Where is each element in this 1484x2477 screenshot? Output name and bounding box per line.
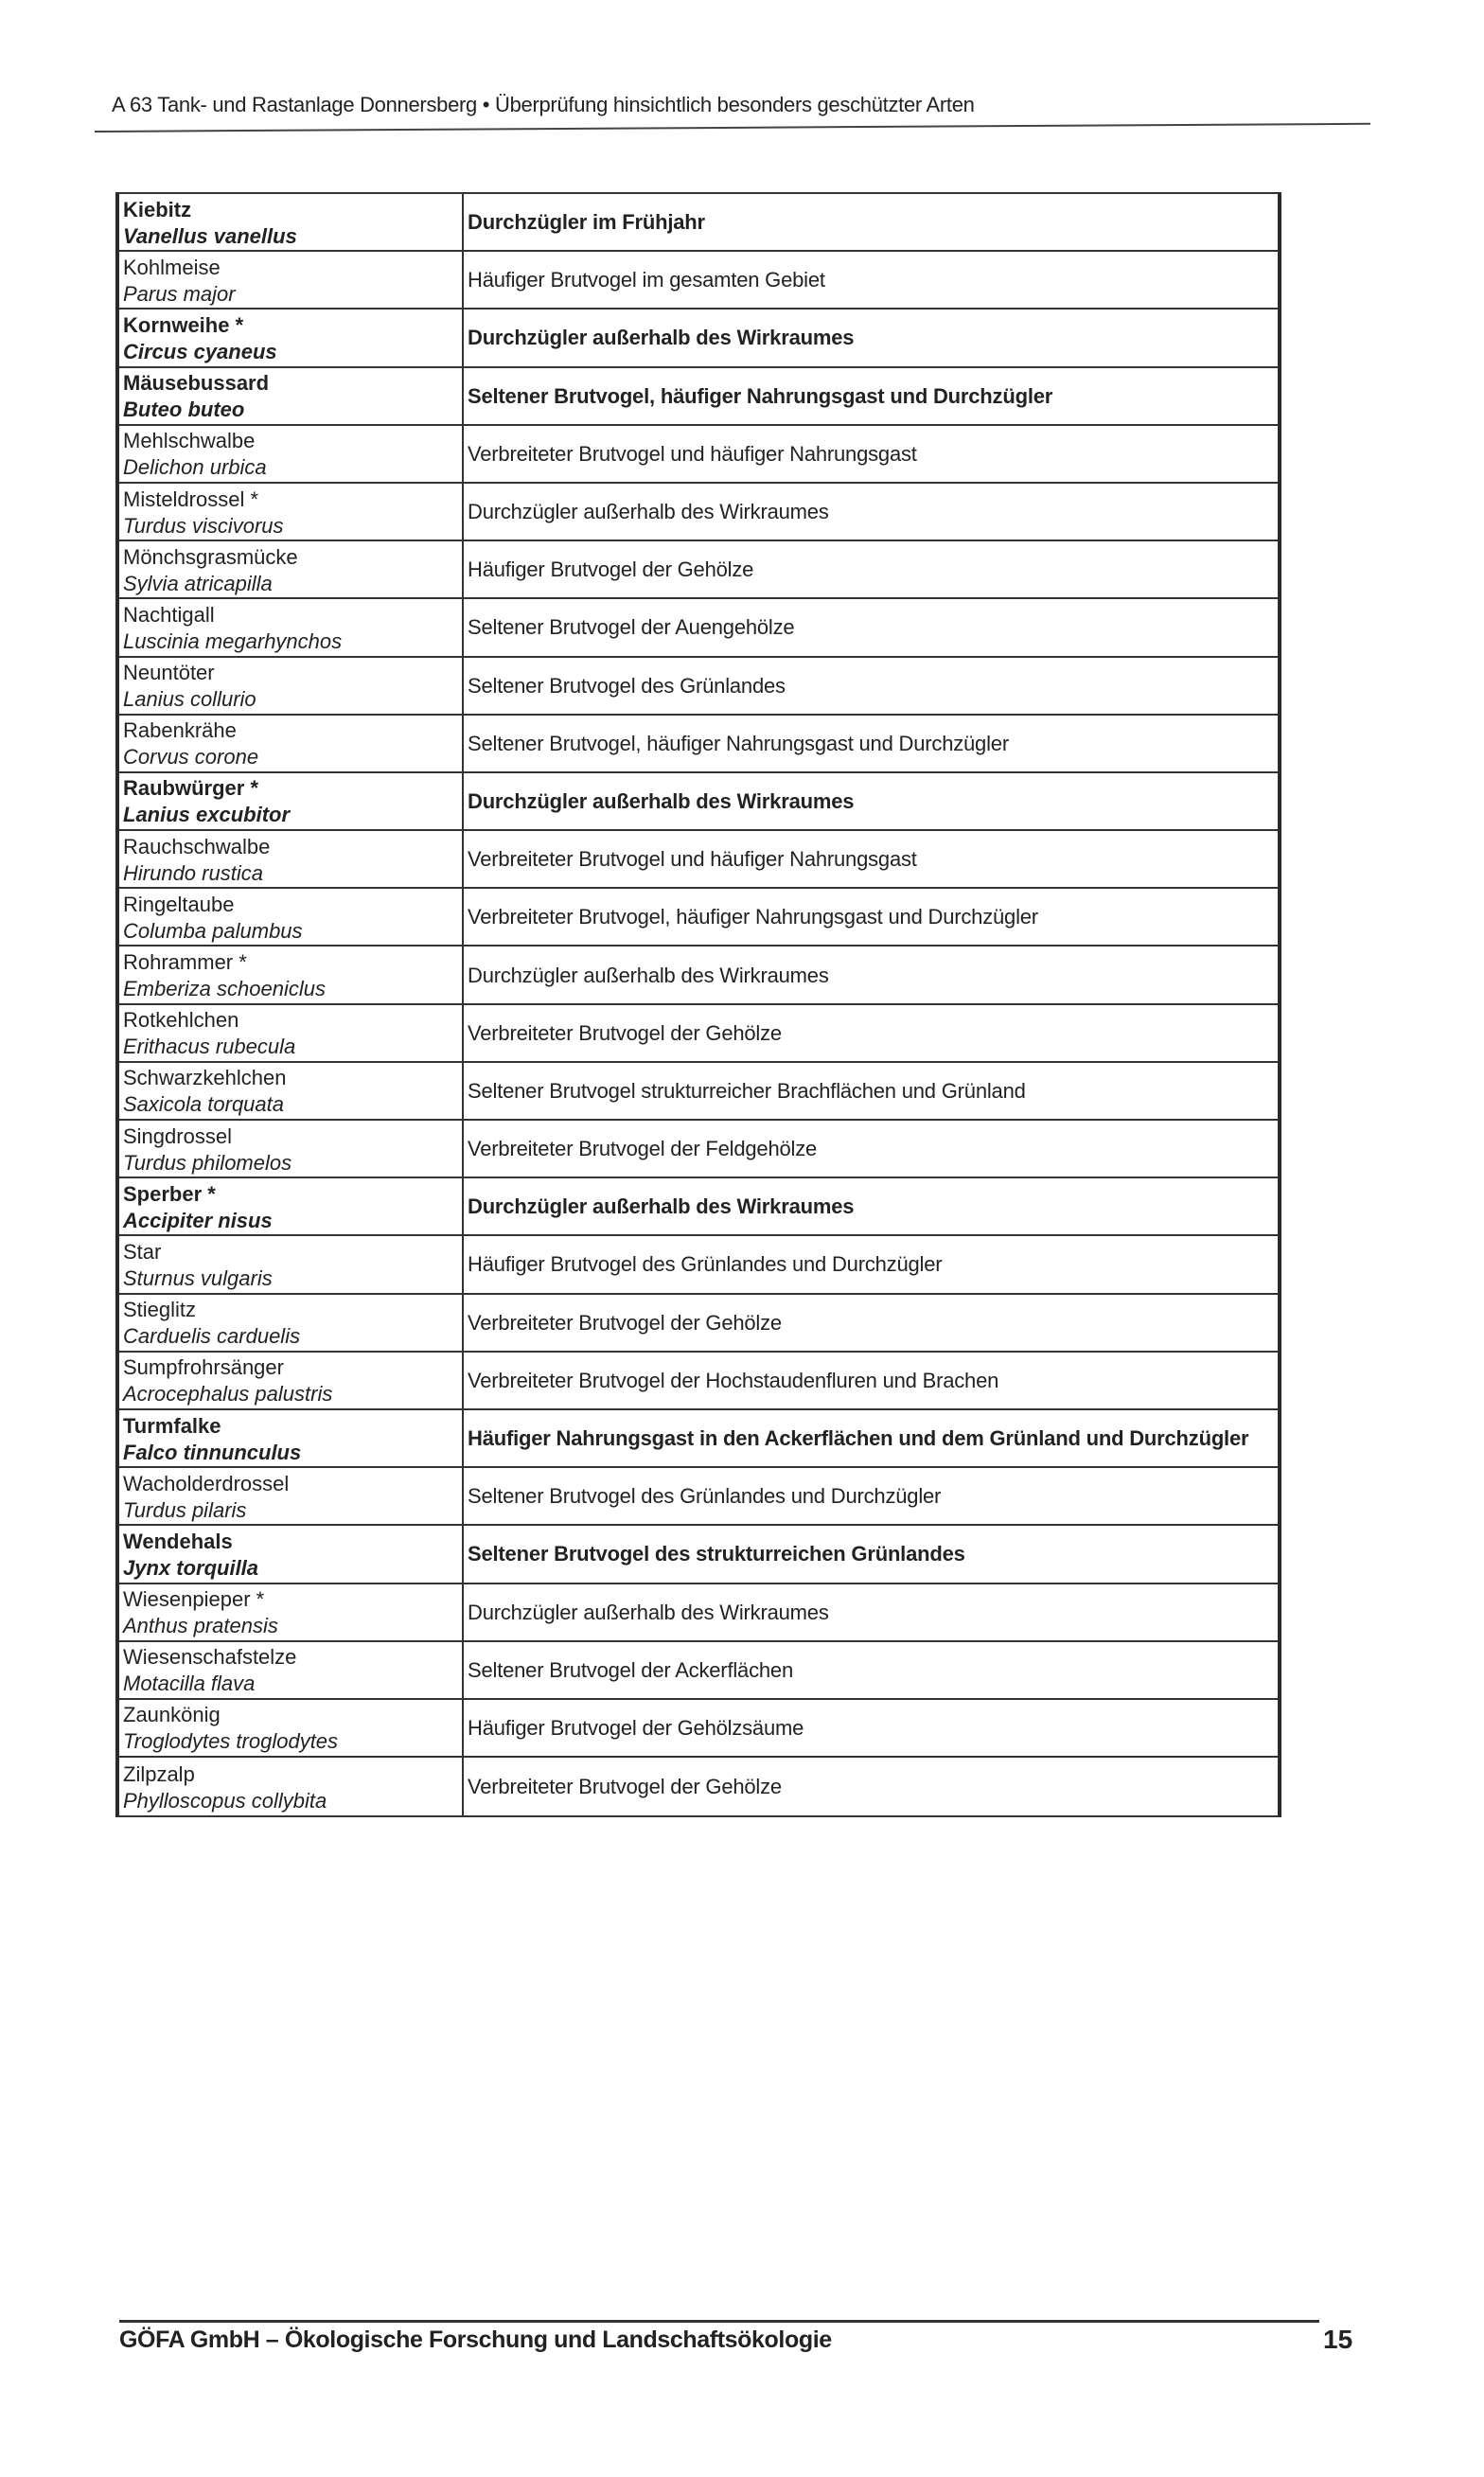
species-name-cell — [119, 1584, 464, 1640]
latin-name: Falco tinnunculus — [123, 1440, 302, 1464]
species-name-cell — [119, 368, 464, 424]
latin-name: Sylvia atricapilla — [123, 571, 273, 595]
status-cell: Durchzügler außerhalb des Wirkraumes — [468, 788, 855, 813]
table-row — [119, 1353, 1278, 1410]
latin-name: Corvus corone — [123, 745, 259, 770]
common-name: Schwarzkehlchen — [123, 1066, 287, 1090]
table-row — [119, 658, 1278, 716]
table-row — [119, 1642, 1278, 1700]
latin-name: Lanius excubitor — [123, 803, 291, 827]
species-name-cell — [119, 1642, 464, 1698]
status-cell: Verbreiteter Brutvogel und häufiger Nahrungsgast — [468, 441, 917, 466]
latin-name: Turdus philomelos — [123, 1150, 292, 1175]
table-row — [119, 889, 1278, 947]
species-name-cell — [119, 831, 464, 887]
latin-name: Turdus pilaris — [123, 1497, 247, 1522]
status-cell: Durchzügler außerhalb des Wirkraumes — [468, 1600, 829, 1624]
latin-name: Hirundo rustica — [123, 860, 263, 885]
header-divider — [95, 123, 1370, 133]
species-name-cell — [119, 1178, 464, 1234]
common-name: Zaunkönig — [123, 1703, 221, 1727]
common-name: Kornweihe * — [123, 312, 244, 337]
status-cell: Häufiger Brutvogel der Gehölzsäume — [468, 1715, 804, 1740]
common-name: Zilpzalp — [123, 1761, 195, 1786]
species-name-cell — [119, 1121, 464, 1177]
common-name: Misteldrossel * — [123, 487, 259, 511]
common-name: Wacholderdrossel — [123, 1471, 290, 1495]
common-name: Wiesenpieper * — [123, 1587, 265, 1612]
latin-name: Turdus viscivorus — [123, 513, 284, 538]
species-name-cell — [119, 599, 464, 655]
latin-name: Carduelis carduelis — [123, 1324, 301, 1349]
table-row — [119, 1063, 1278, 1121]
latin-name: Erithacus rubecula — [123, 1035, 296, 1059]
species-name-cell — [119, 716, 464, 771]
status-cell: Durchzügler im Frühjahr — [468, 210, 705, 235]
status-cell: Seltener Brutvogel, häufiger Nahrungsgast und Durchzügler — [468, 383, 1053, 408]
status-cell: Häufiger Nahrungsgast in den Ackerflächen und dem Grünland und Durchzügler — [468, 1426, 1249, 1451]
table-row — [119, 194, 1278, 252]
status-cell: Verbreiteter Brutvogel der Feldgehölze — [468, 1137, 818, 1161]
common-name: Stieglitz — [123, 1298, 197, 1322]
footer-divider — [119, 2320, 1319, 2323]
status-cell: Seltener Brutvogel strukturreicher Brachflächen und Grünland — [468, 1078, 1026, 1103]
table-row — [119, 484, 1278, 541]
species-name-cell — [119, 1063, 464, 1119]
common-name: Raubwürger * — [123, 776, 259, 801]
latin-name: Luscinia megarhynchos — [123, 628, 343, 653]
table-row — [119, 252, 1278, 310]
species-name-cell — [119, 1526, 464, 1582]
status-cell: Seltener Brutvogel der Auengehölze — [468, 615, 795, 640]
common-name: Wiesenschafstelze — [123, 1645, 297, 1670]
table-row — [119, 1178, 1278, 1236]
species-name-cell — [119, 773, 464, 829]
page-header: A 63 Tank- und Rastanlage Donnersberg • Überprüfung hinsichtlich besonders geschützter Arten — [112, 93, 975, 116]
species-name-cell — [119, 541, 464, 597]
latin-name: Jynx torquilla — [123, 1555, 259, 1580]
species-table — [115, 192, 1281, 1817]
status-cell: Häufiger Brutvogel des Grünlandes und Durchzügler — [468, 1252, 943, 1277]
status-cell: Verbreiteter Brutvogel, häufiger Nahrungsgast und Durchzügler — [468, 905, 1038, 929]
latin-name: Emberiza schoeniclus — [123, 977, 326, 1001]
common-name: Sperber * — [123, 1181, 216, 1206]
latin-name: Phylloscopus collybita — [123, 1788, 327, 1813]
status-cell: Seltener Brutvogel des strukturreichen Grünlandes — [468, 1542, 965, 1566]
table-row — [119, 1584, 1278, 1642]
species-name-cell — [119, 1353, 464, 1408]
status-cell: Seltener Brutvogel des Grünlandes und Durchzügler — [468, 1484, 942, 1509]
latin-name: Delichon urbica — [123, 455, 267, 480]
species-name-cell — [119, 1295, 464, 1351]
species-name-cell — [119, 1758, 464, 1815]
species-name-cell — [119, 1468, 464, 1524]
latin-name: Lanius collurio — [123, 687, 256, 712]
latin-name: Accipiter nisus — [123, 1208, 273, 1232]
common-name: Singdrossel — [123, 1123, 232, 1148]
status-cell: Häufiger Brutvogel im gesamten Gebiet — [468, 268, 825, 292]
table-row — [119, 1526, 1278, 1584]
common-name: Rauchschwalbe — [123, 834, 271, 858]
species-name-cell — [119, 1700, 464, 1756]
common-name: Rabenkrähe — [123, 718, 237, 743]
latin-name: Anthus pratensis — [123, 1614, 278, 1638]
common-name: Ringeltaube — [123, 892, 235, 916]
table-row — [119, 599, 1278, 657]
species-name-cell — [119, 310, 464, 365]
table-row — [119, 310, 1278, 367]
table-row — [119, 947, 1278, 1004]
table-row — [119, 541, 1278, 599]
table-row — [119, 1468, 1278, 1526]
status-cell: Seltener Brutvogel des Grünlandes — [468, 673, 786, 698]
latin-name: Troglodytes troglodytes — [123, 1729, 339, 1754]
table-row — [119, 426, 1278, 484]
status-cell: Seltener Brutvogel der Ackerflächen — [468, 1657, 793, 1682]
status-cell: Durchzügler außerhalb des Wirkraumes — [468, 1194, 855, 1219]
common-name: Star — [123, 1239, 162, 1264]
latin-name: Buteo buteo — [123, 398, 245, 422]
footer-organization: GÖFA GmbH – Ökologische Forschung und Landschaftsökologie — [119, 2327, 832, 2353]
page-number: 15 — [1323, 2325, 1353, 2354]
table-row — [119, 831, 1278, 889]
status-cell: Verbreiteter Brutvogel der Gehölze — [468, 1020, 782, 1045]
common-name: Mehlschwalbe — [123, 429, 256, 453]
latin-name: Columba palumbus — [123, 918, 303, 943]
common-name: Rotkehlchen — [123, 1008, 239, 1033]
table-row — [119, 368, 1278, 426]
table-row — [119, 1700, 1278, 1758]
status-cell: Verbreiteter Brutvogel der Gehölze — [468, 1310, 782, 1335]
status-cell: Verbreiteter Brutvogel und häufiger Nahrungsgast — [468, 847, 917, 872]
latin-name: Saxicola torquata — [123, 1092, 284, 1117]
latin-name: Circus cyaneus — [123, 339, 277, 363]
table-row — [119, 1295, 1278, 1353]
species-name-cell — [119, 947, 464, 1002]
species-name-cell — [119, 484, 464, 540]
table-row — [119, 1410, 1278, 1468]
status-cell: Durchzügler außerhalb des Wirkraumes — [468, 326, 855, 350]
species-name-cell — [119, 194, 464, 250]
latin-name: Acrocephalus palustris — [123, 1382, 333, 1407]
common-name: Rohrammer * — [123, 950, 247, 975]
table-row — [119, 1005, 1278, 1063]
species-name-cell — [119, 1005, 464, 1061]
common-name: Turmfalke — [123, 1413, 221, 1438]
latin-name: Sturnus vulgaris — [123, 1265, 273, 1290]
table-row — [119, 1758, 1278, 1815]
common-name: Neuntöter — [123, 661, 215, 685]
species-name-cell — [119, 658, 464, 714]
species-name-cell — [119, 1410, 464, 1466]
common-name: Kiebitz — [123, 197, 192, 221]
latin-name: Vanellus vanellus — [123, 223, 297, 248]
table-row — [119, 1236, 1278, 1294]
species-name-cell — [119, 252, 464, 308]
status-cell: Durchzügler außerhalb des Wirkraumes — [468, 963, 829, 987]
common-name: Sumpfrohrsänger — [123, 1355, 284, 1380]
common-name: Kohlmeise — [123, 255, 221, 279]
status-cell: Häufiger Brutvogel der Gehölze — [468, 557, 754, 582]
common-name: Nachtigall — [123, 602, 215, 627]
status-cell: Seltener Brutvogel, häufiger Nahrungsgast und Durchzügler — [468, 731, 1009, 755]
latin-name: Parus major — [123, 281, 236, 306]
common-name: Mönchsgrasmücke — [123, 544, 298, 569]
table-row — [119, 716, 1278, 773]
common-name: Mäusebussard — [123, 371, 270, 396]
common-name: Wendehals — [123, 1529, 233, 1553]
status-cell: Durchzügler außerhalb des Wirkraumes — [468, 500, 829, 524]
species-name-cell — [119, 1236, 464, 1292]
latin-name: Motacilla flava — [123, 1672, 256, 1696]
table-row — [119, 1121, 1278, 1178]
table-row — [119, 773, 1278, 831]
species-name-cell — [119, 426, 464, 482]
species-name-cell — [119, 889, 464, 945]
status-cell: Verbreiteter Brutvogel der Hochstaudenfluren und Brachen — [468, 1368, 999, 1392]
status-cell: Verbreiteter Brutvogel der Gehölze — [468, 1775, 782, 1799]
